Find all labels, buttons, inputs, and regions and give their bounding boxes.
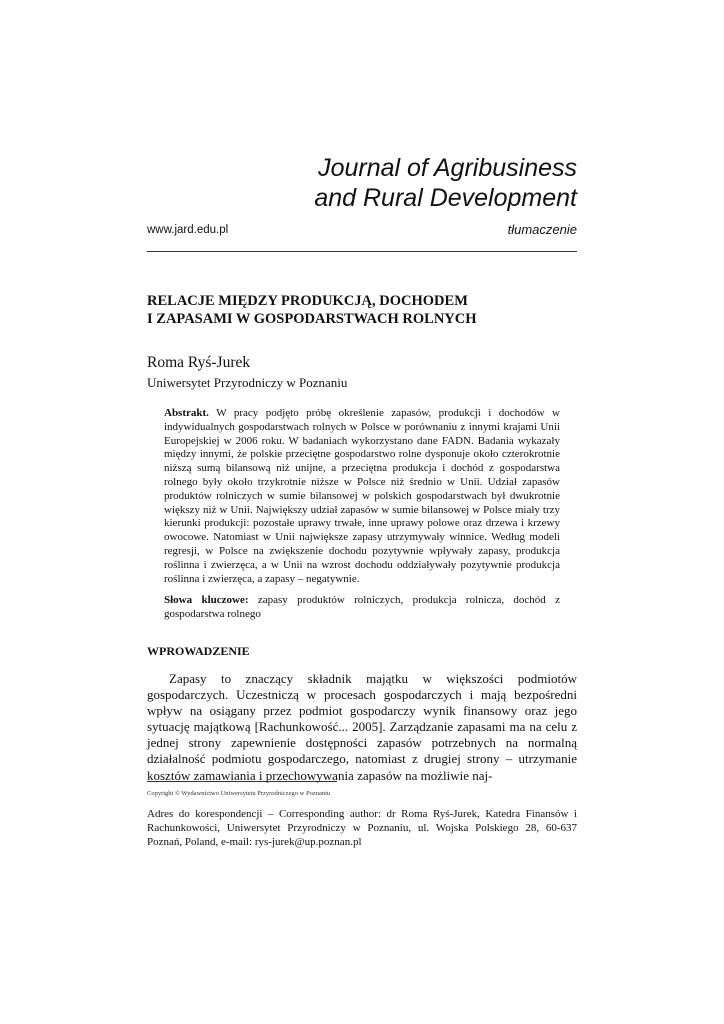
article-title-line2: I ZAPASAMI W GOSPODARSTWACH ROLNYCH [147, 311, 477, 327]
header-divider [147, 251, 577, 252]
abstract-text: W pracy podjęto próbę określenie zapasów, produkcji i dochodów w indywidualnych gospodarstwach rolnych w Polsce w porównaniu z innymi krajami Unii Europejskiej w 2006 roku. W badaniach wykorzystano dane FADN. Badania wykazały między innymi, że polskie przeciętne gospodarstwo rolne dysponuje około czterokrotnie niższą sumą bilansową niż unijne, a przeciętna produkcja i dochód z gospodarstwa rolnego były około trzykrotnie niższe w Polsce niż średnio w Unii. Udział zapasów produktów rolniczych w sumie bilansowej w polskich gospodarstwach był dwukrotnie większy niż w Unii. Największy udział zapasów w sumie bilansowej w Polsce miały trzy kierunki produkcji: pozostałe uprawy trwałe, inne uprawy polowe oraz drzewa i krzewy owocowe. Natomiast w Unii największe zapasy utrzymywały winnice. Według modeli regresji, w Polsce na zwiększenie dochodu pozytywnie wpływały zapasy, produkcja roślinna i zwierzęca, a w Unii na wzrost dochodu oddziaływały pozytywnie produkcja roślinna i zwierzęca, a zapasy – negatywnie. [164, 407, 560, 585]
abstract-label: Abstrakt. [164, 407, 209, 419]
abstract [164, 407, 560, 622]
correspondence-note: Adres do korespondencji – Corresponding author: dr Roma Ryś-Jurek, Katedra Finansów i Rachunkowości, Uniwersytet Przyrodniczy w Poznaniu, ul. Wojska Polskiego 28, 60-637 Poznań, Poland, e-mail: rys-jurek@up.poznan.pl [147, 808, 577, 848]
introduction-heading: WPROWADZENIE [147, 644, 250, 658]
journal-title [314, 153, 577, 213]
section-label: tłumaczenie [507, 222, 577, 237]
website-link[interactable]: www.jard.edu.pl [147, 224, 229, 236]
keywords-label: Słowa kluczowe: [164, 594, 249, 607]
article-title-line1: RELACJE MIĘDZY PRODUKCJĄ, DOCHODEM [147, 293, 468, 309]
journal-title-line2: and Rural Development [314, 184, 577, 212]
author-affiliation: Uniwersytet Przyrodniczy w Poznaniu [147, 375, 348, 390]
article-title [147, 292, 577, 328]
journal-title-line1: Journal of Agribusiness [318, 154, 577, 182]
introduction-body [147, 671, 577, 784]
introduction-paragraph: Zapasy to znaczący składnik majątku w większości podmiotów gospodarczych. Uczestniczą w procesach gospodarczych i mają bezpośredni wpływ na osiągany przez podmiot gospodarczy wynik finansowy oraz jego sytuację majątkową [Rachunkowość... 2005]. Zarządzanie zapasami ma na celu z jednej strony zapewnienie dostępności zapasów potrzebnych na normalną działalność podmiotu gospodarczego, natomiast z drugiej strony – utrzymanie kosztów zamawiania i przechowywania zapasów na możliwie naj- [147, 671, 577, 783]
author-name: Roma Ryś-Jurek [147, 354, 251, 371]
copyright-note: Copyright © Wydawnictwo Uniwersytetu Przyrodniczego w Poznaniu [147, 790, 331, 797]
keywords-paragraph [164, 594, 560, 622]
footnote-divider [147, 781, 337, 782]
keywords-text: zapasy produktów rolniczych, produkcja rolnicza, dochód z gospodarstwa rolnego [164, 594, 561, 621]
abstract-paragraph [164, 407, 560, 586]
